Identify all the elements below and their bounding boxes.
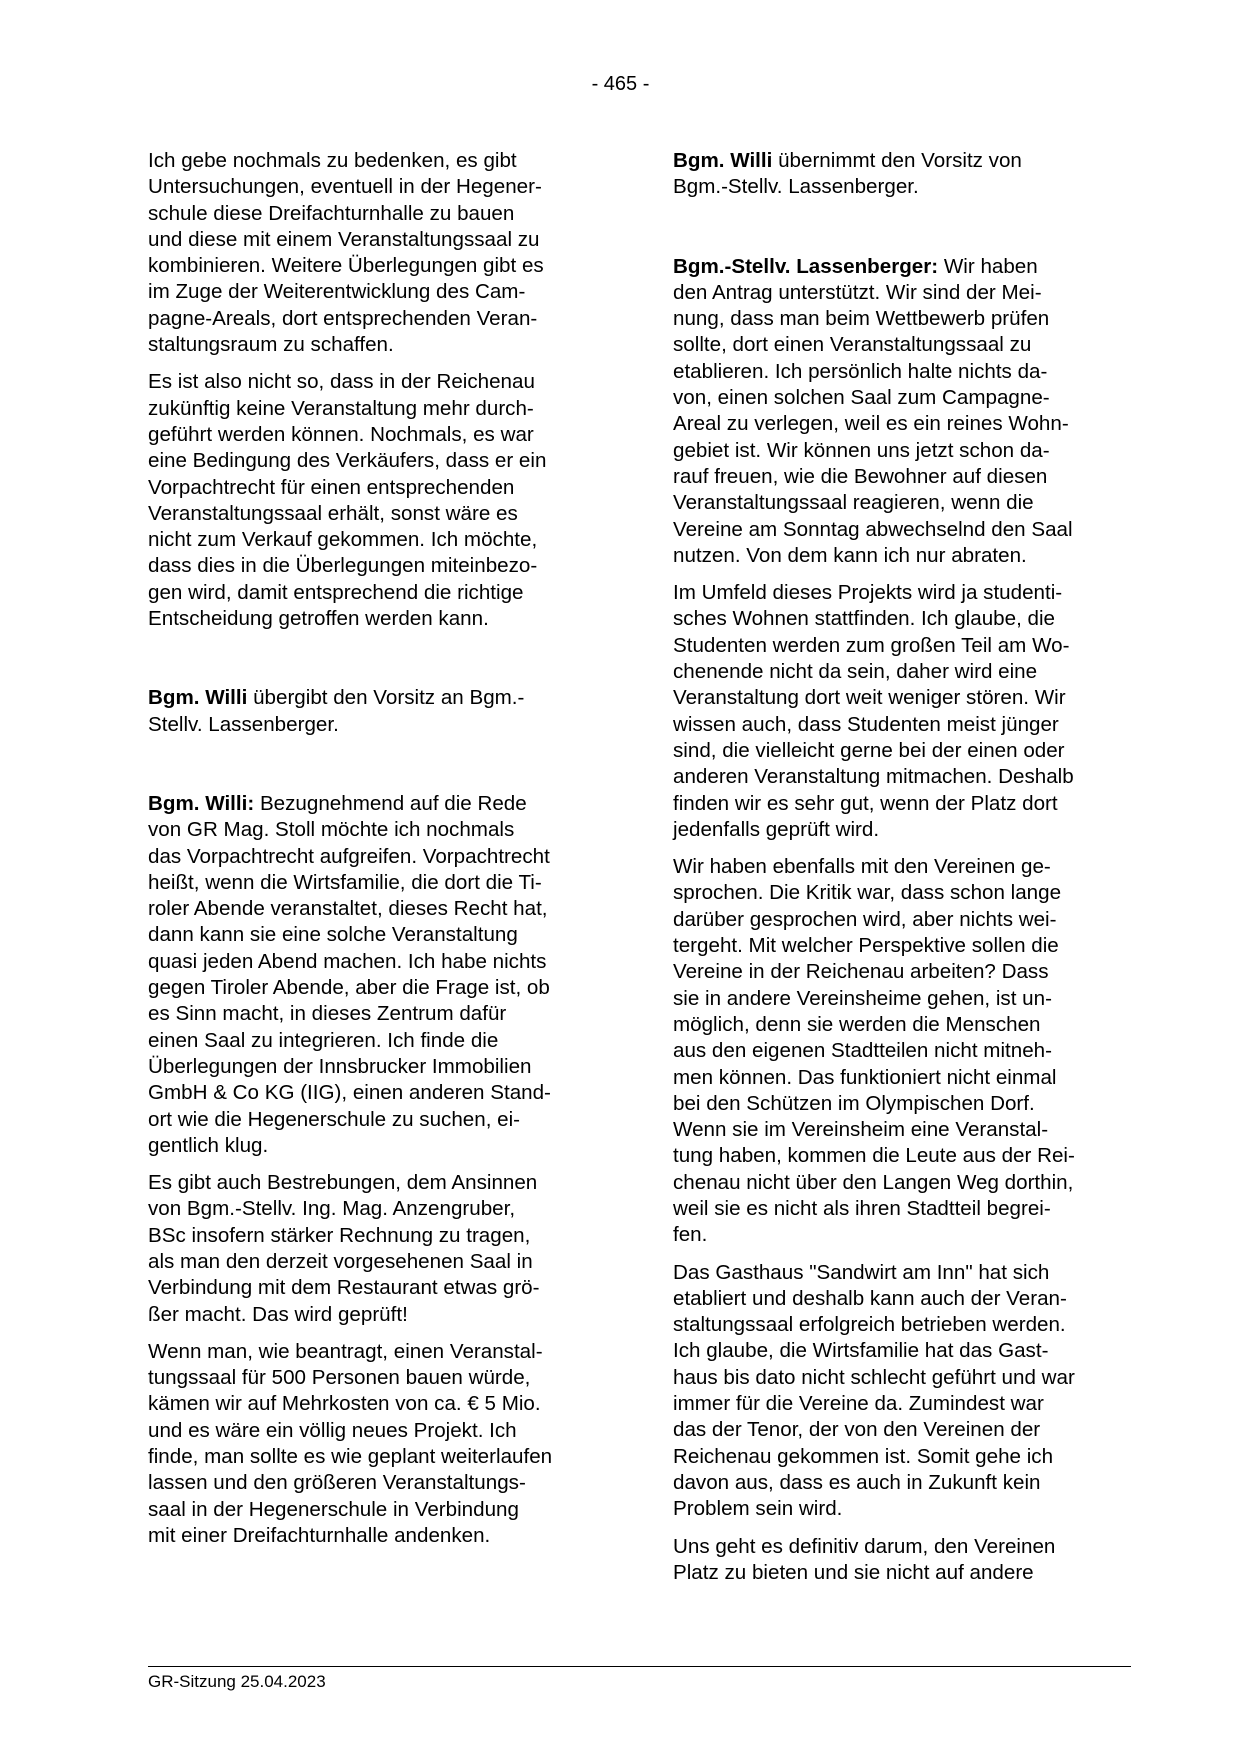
paragraph-text: übergibt den Vorsitz an Bgm.- Stellv. Lassenberger. xyxy=(148,686,525,736)
paragraph: Es gibt auch Bestrebungen, dem Ansinnen von Bgm.-Stellv. Ing. Mag. Anzengruber, BSc insofern stärker Rechnung zu tragen, als man den derzeit vorgesehenen Saal in Verbindung mit dem Restaurant etwas grö- ßer macht. Das wird geprüft! xyxy=(148,1171,540,1326)
speaker-name: Bgm. Willi xyxy=(148,686,248,710)
chair-handover-paragraph xyxy=(148,685,603,738)
speaker-name: Bgm.-Stellv. Lassenberger: xyxy=(673,254,939,278)
paragraph: Im Umfeld dieses Projekts wird ja studenti- sches Wohnen stattfinden. Ich glaube, die Studenten werden zum großen Teil am Wo- chenende nicht da sein, daher wird eine Veranstaltung dort weit weniger stören. Wir wissen auch, dass Studenten meist jünger sind, die vielleicht gerne bei der einen oder anderen Veranstaltung mitmachen. Deshalb finden wir es sehr gut, wenn der Platz dort jedenfalls geprüft wird. xyxy=(673,581,1074,841)
speech-paragraph xyxy=(673,254,1128,570)
paragraph: Ich gebe nochmals zu bedenken, es gibt Untersuchungen, eventuell in der Hegener- schule diese Dreifachturnhalle zu bauen und diese mit einem Veranstaltungssaal zu kombinieren. Weitere Überlegungen gibt es im Zuge der Weiterentwicklung des Cam- pagne-Areals, dort entsprechenden Veran- staltungsraum zu schaffen. xyxy=(148,149,544,357)
paragraph: Wir haben ebenfalls mit den Vereinen ge- sprochen. Die Kritik war, dass schon lange darüber gesprochen wird, aber nichts wei- tergeht. Mit welcher Perspektive sollen die Vereine in der Reichenau arbeiten? Dass sie in andere Vereinsheime gehen, ist un- möglich, denn sie werden die Menschen aus den eigenen Stadtteilen nicht mitneh- men können. Das funktioniert nicht einmal bei den Schützen im Olympischen Dorf. Wenn sie im Vereinsheim eine Veranstal- tung haben, kommen die Leute aus der Rei- chenau nicht über den Langen Weg dorthin, weil sie es nicht als ihren Stadtteil begrei- fen. xyxy=(673,855,1075,1247)
paragraph: Wenn man, wie beantragt, einen Veranstal- tungssaal für 500 Personen bauen würde, kämen wir auf Mehrkosten von ca. € 5 Mio. und es wäre ein völlig neues Projekt. Ich finde, man sollte es wie geplant weiterlaufen lassen und den größeren Veranstaltungs- saal in der Hegenerschule in Verbindung mit einer Dreifachturnhalle andenken. xyxy=(148,1339,553,1547)
right-column xyxy=(673,148,1128,1586)
paragraph: Das Gasthaus "Sandwirt am Inn" hat sich etabliert und deshalb kann auch der Veran- staltungssaal erfolgreich betrieben werden. Ich glaube, die Wirtsfamilie hat das Gast- haus bis dato nicht schlecht geführt und war immer für die Vereine da. Zumindest war das der Tenor, der von den Vereinen der Reichenau gekommen ist. Somit gehe ich davon aus, dass es auch in Zukunft kein Problem sein wird. xyxy=(673,1260,1075,1521)
paragraph: Uns geht es definitiv darum, den Vereinen Platz zu bieten und sie nicht auf andere xyxy=(673,1534,1056,1584)
paragraph: Es ist also nicht so, dass in der Reichenau zukünftig keine Veranstaltung mehr durch- geführt werden können. Nochmals, es war eine Bedingung des Verkäufers, dass er ein Vorpachtrecht für einen entsprechenden Veranstaltungssaal erhält, sonst wäre es nicht zum Verkauf gekommen. Ich möchte, dass dies in die Überlegungen miteinbezo- gen wird, damit entsprechend die richtige Entscheidung getroffen werden kann. xyxy=(148,370,547,631)
footer-divider xyxy=(148,1666,1131,1667)
footer-meeting-date: GR-Sitzung 25.04.2023 xyxy=(148,1672,326,1691)
speaker-name: Bgm. Willi: xyxy=(148,791,255,815)
paragraph-text: übernimmt den Vorsitz von Bgm.-Stellv. Lassenberger. xyxy=(673,149,1022,199)
paragraph-text: Bezugnehmend auf die Rede von GR Mag. Stoll möchte ich nochmals das Vorpachtrecht aufgreifen. Vorpachtrecht heißt, wenn die Wirtsfamilie, die dort die Ti- roler Abende veranstaltet, dieses Recht hat, dann kann sie eine solche Veranstaltung quasi jeden Abend machen. Ich habe nichts gegen Tiroler Abende, aber die Frage ist, ob es Sinn macht, in dieses Zentrum dafür einen Saal zu integrieren. Ich finde die Überlegungen der Innsbrucker Immobilien GmbH & Co KG (IIG), einen anderen Stand- ort wie die Hegenerschule zu suchen, ei- gentlich klug. xyxy=(148,791,551,1157)
page-number: - 465 - xyxy=(591,73,650,95)
left-column xyxy=(148,148,603,1549)
speech-paragraph xyxy=(148,791,603,1159)
paragraph-text: Wir haben den Antrag unterstützt. Wir sind der Mei- nung, dass man beim Wettbewerb prüfen sollte, dort einen Veranstaltungssaal zu etablieren. Ich persönlich halte nichts da- von, einen solchen Saal zum Campagne- Areal zu verlegen, weil es ein reines Wohn- gebiet ist. Wir können uns jetzt schon da- rauf freuen, wie die Bewohner auf diesen Veranstaltungssaal reagieren, wenn die Vereine am Sonntag abwechselnd den Saal nutzen. Von dem kann ich nur abraten. xyxy=(673,254,1073,567)
chair-takeover-paragraph xyxy=(673,148,1128,201)
speaker-name: Bgm. Willi xyxy=(673,149,773,172)
